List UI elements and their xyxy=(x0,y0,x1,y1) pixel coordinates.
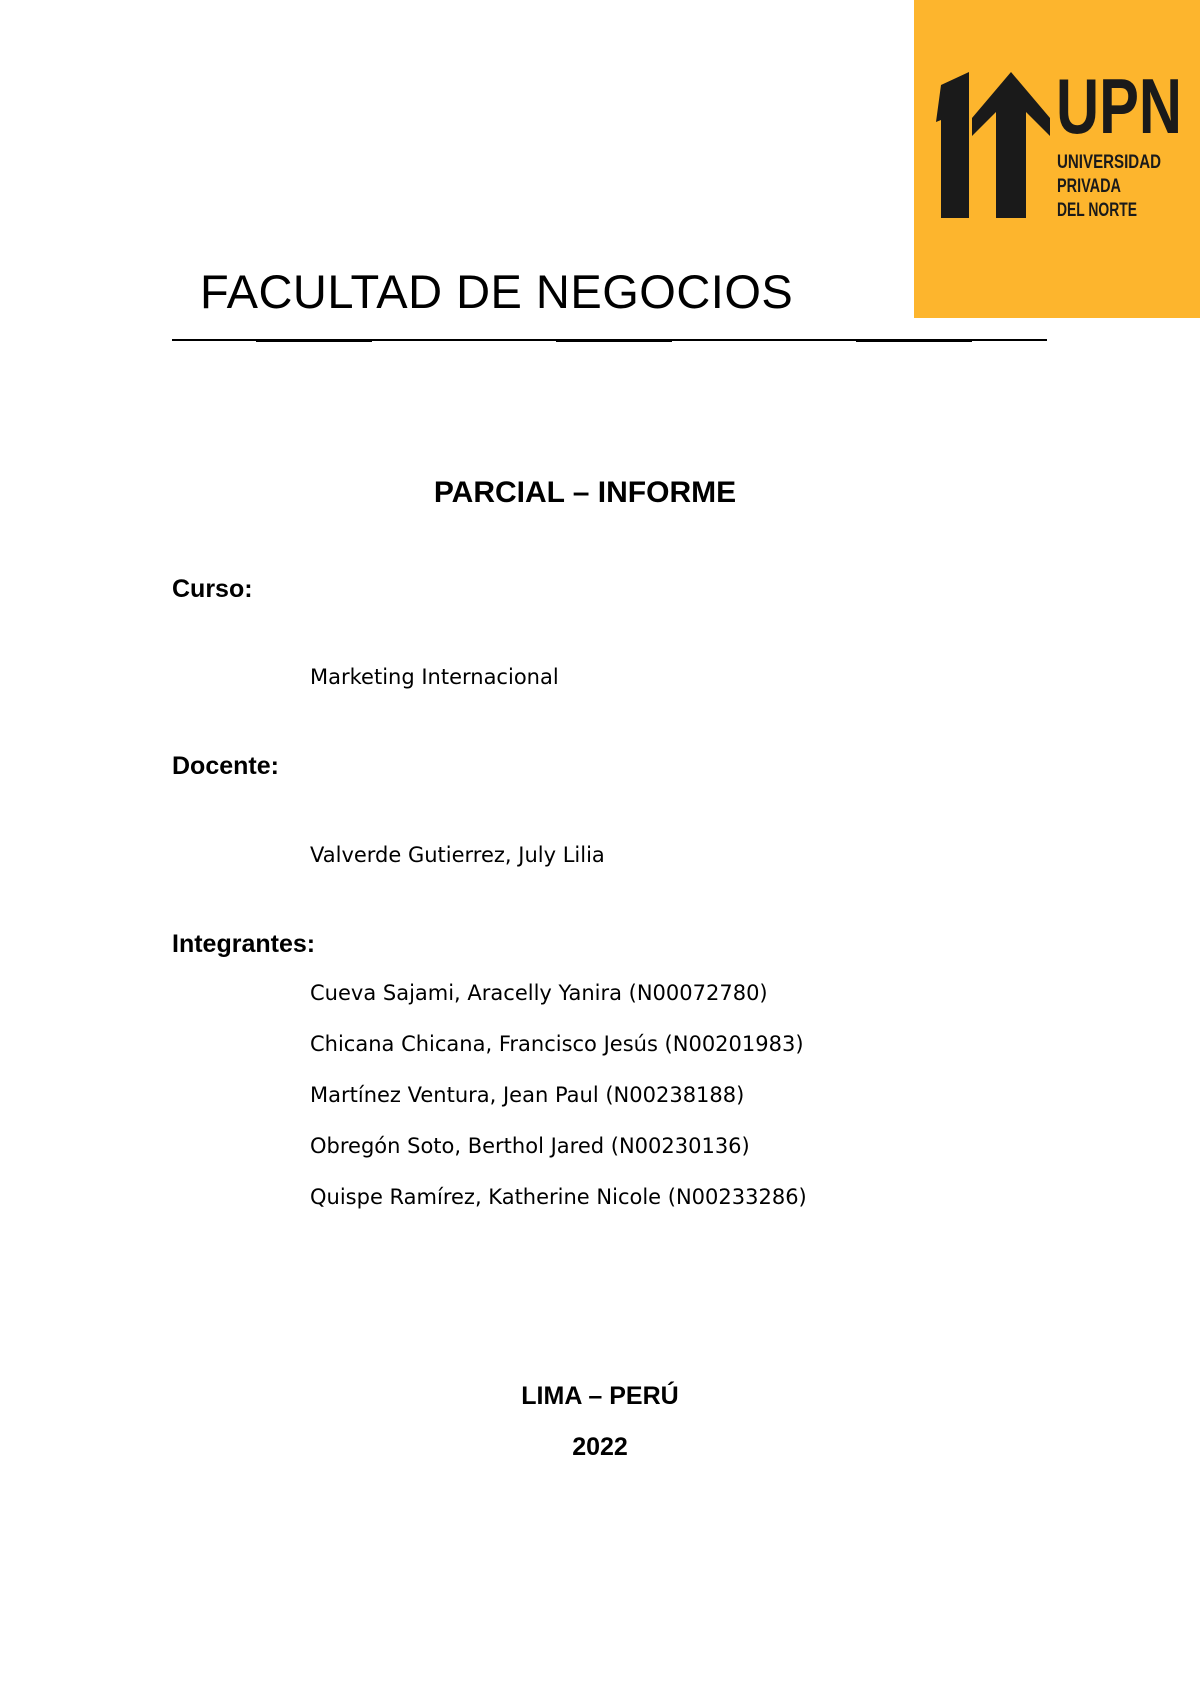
title-underline-segment xyxy=(856,339,972,342)
faculty-title: FACULTAD DE NEGOCIOS xyxy=(200,265,794,318)
teacher-label: Docente: xyxy=(172,752,279,780)
footer-place: LIMA – PERÚ xyxy=(521,1382,679,1410)
logo-abbr: UPN xyxy=(1056,62,1182,150)
upn-logo-graphic xyxy=(914,0,1200,318)
upn-logo xyxy=(914,0,1200,318)
member-item: Quispe Ramírez, Katherine Nicole (N00233286) xyxy=(310,1185,807,1209)
member-item: Obregón Soto, Berthol Jared (N00230136) xyxy=(310,1134,750,1158)
logo-arrow-mark xyxy=(972,72,1050,218)
member-item: Chicana Chicana, Francisco Jesús (N00201983) xyxy=(310,1032,804,1056)
teacher-value: Valverde Gutierrez, July Lilia xyxy=(310,843,605,867)
members-list xyxy=(310,980,807,1235)
members-label: Integrantes: xyxy=(172,930,316,958)
logo-line-2: PRIVADA xyxy=(1057,176,1122,197)
course-value: Marketing Internacional xyxy=(310,665,559,689)
logo-number-one-mark xyxy=(936,72,969,218)
title-underline-segment xyxy=(256,339,372,342)
logo-line-3: DEL NORTE xyxy=(1057,200,1137,221)
course-label: Curso: xyxy=(172,575,253,603)
footer-year: 2022 xyxy=(572,1433,628,1461)
logo-line-1: UNIVERSIDAD xyxy=(1057,152,1161,173)
member-item: Cueva Sajami, Aracelly Yanira (N00072780) xyxy=(310,981,768,1005)
title-underline-segment xyxy=(556,339,672,342)
document-title: PARCIAL – INFORME xyxy=(433,476,737,509)
member-item: Martínez Ventura, Jean Paul (N00238188) xyxy=(310,1083,745,1107)
